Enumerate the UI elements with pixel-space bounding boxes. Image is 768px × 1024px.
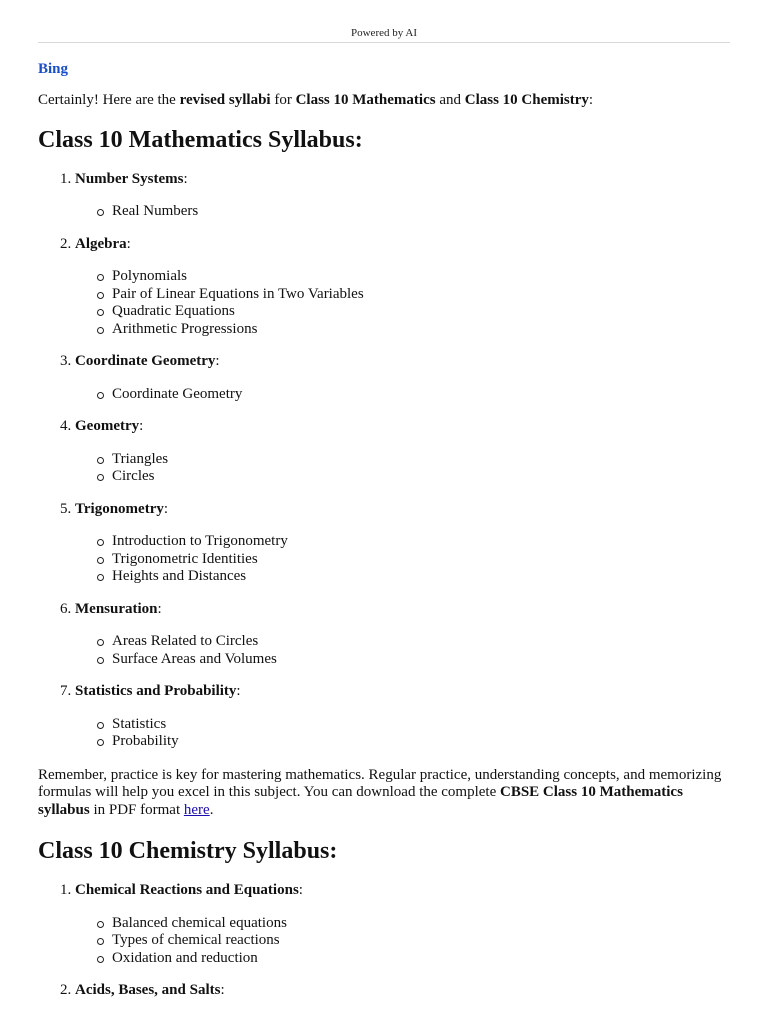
topic-item: [112, 533, 730, 551]
topic-item: [112, 950, 730, 968]
topic-list: [75, 915, 730, 968]
syllabus-unit: 1. Number Systems: Real Numbers: [75, 171, 730, 221]
circle-bullet-icon: [97, 327, 104, 334]
header-divider: [38, 42, 730, 43]
unit-name: Algebra: [75, 235, 127, 252]
topic-list: [75, 533, 730, 586]
circle-bullet-icon: [97, 722, 104, 729]
topic-item: [112, 568, 730, 586]
unit-name: Acids, Bases, and Salts: [75, 982, 221, 998]
topic-item: [112, 303, 730, 321]
unit-name: Coordinate Geometry: [75, 353, 216, 369]
circle-bullet-icon: [97, 739, 104, 746]
syllabus-pdf-link[interactable]: here: [183, 801, 210, 818]
unit-name: Chemical Reactions and Equations: [75, 882, 299, 898]
topic-item: [112, 733, 730, 751]
circle-bullet-icon: [97, 574, 104, 581]
topic-list: [75, 633, 730, 668]
circle-bullet-icon: [97, 956, 104, 963]
circle-bullet-icon: [97, 309, 104, 316]
topic-item: [112, 651, 730, 669]
syllabus-unit: 1. Chemical Reactions and Equations: Balanced chemical equations Types of chemical reactions Oxidation and reduction: [75, 882, 730, 967]
topic-label: Heights and Distances: [112, 568, 247, 584]
topic-item: [112, 268, 730, 286]
powered-by-label: Powered by AI: [351, 27, 417, 39]
topic-label: Surface Areas and Volumes: [112, 650, 277, 667]
topic-label: Oxidation and reduction: [112, 949, 258, 966]
syllabus-unit: 3. Coordinate Geometry: Coordinate Geometry: [75, 353, 730, 403]
unit-name: Geometry: [75, 418, 140, 434]
circle-bullet-icon: [97, 392, 104, 399]
topic-list: [75, 203, 730, 221]
circle-bullet-icon: [97, 274, 104, 281]
circle-bullet-icon: [97, 639, 104, 646]
unit-name: Statistics and Probability: [75, 683, 237, 699]
topic-item: [112, 386, 730, 404]
topic-item: [112, 203, 730, 221]
topic-label: Balanced chemical equations: [112, 914, 287, 931]
syllabus-unit: 6. Mensuration: Areas Related to Circles Surface Areas and Volumes: [75, 601, 730, 669]
topic-label: Trigonometric Identities: [112, 550, 258, 567]
unit-name: Number Systems: [75, 170, 184, 187]
topic-label: Real Numbers: [112, 203, 199, 219]
circle-bullet-icon: [97, 539, 104, 546]
circle-bullet-icon: [97, 657, 104, 664]
syllabus-unit: 4. Geometry: Triangles Circles: [75, 418, 730, 486]
topic-label: Polynomials: [112, 268, 188, 284]
chemistry-syllabus-heading: Class 10 Chemistry Syllabus:: [38, 838, 338, 864]
unit-name: Trigonometry: [75, 500, 164, 517]
topic-list: [75, 716, 730, 751]
topic-label: Pair of Linear Equations in Two Variables: [112, 285, 364, 302]
topic-item: [112, 915, 730, 933]
topic-label: Introduction to Trigonometry: [112, 533, 288, 549]
topic-item: [112, 286, 730, 304]
circle-bullet-icon: [97, 209, 104, 216]
topic-item: [112, 451, 730, 469]
topic-label: Types of chemical reactions: [112, 932, 280, 948]
topic-label: Triangles: [112, 450, 169, 467]
topic-label: Coordinate Geometry: [112, 385, 243, 402]
topic-label: Arithmetic Progressions: [112, 320, 258, 337]
circle-bullet-icon: [97, 292, 104, 299]
intro-paragraph: Certainly! Here are the revised syllabi for Class 10 Mathematics and Class 10 Chemistry:: [38, 92, 594, 108]
syllabus-unit: 2. Acids, Bases, and Salts:: [75, 982, 730, 1000]
math-syllabus-heading: Class 10 Mathematics Syllabus:: [38, 126, 363, 153]
chemistry-unit-list: [38, 882, 730, 1000]
math-note-paragraph: Remember, practice is key for mastering mathematics. Regular practice, understanding concepts, and memorizing formulas will help you excel in this subject. You can download the complete CBSE Class 10 Mathematics syllabus in PDF format here.: [38, 766, 722, 818]
topic-item: [112, 551, 730, 569]
circle-bullet-icon: [97, 457, 104, 464]
topic-item: [112, 932, 730, 950]
topic-item: [112, 321, 730, 339]
topic-label: Quadratic Equations: [112, 303, 235, 319]
syllabus-unit: 5. Trigonometry: Introduction to Trigonometry Trigonometric Identities Heights and Distances: [75, 501, 730, 586]
topic-label: Statistics: [112, 715, 167, 732]
circle-bullet-icon: [97, 921, 104, 928]
source-label: Bing: [38, 61, 69, 77]
topic-item: [112, 468, 730, 486]
topic-list: [75, 268, 730, 338]
topic-label: Circles: [112, 468, 155, 484]
math-unit-list: [38, 171, 730, 751]
syllabus-unit: 7. Statistics and Probability: Statistics Probability: [75, 683, 730, 751]
topic-list: [75, 386, 730, 404]
topic-label: Areas Related to Circles: [112, 633, 259, 649]
syllabus-unit: 2. Algebra: Polynomials Pair of Linear Equations in Two Variables Quadratic Equations Arithmetic Progressions: [75, 236, 730, 339]
page: [38, 0, 730, 1000]
circle-bullet-icon: [97, 557, 104, 564]
topic-label: Probability: [112, 733, 179, 749]
circle-bullet-icon: [97, 938, 104, 945]
topic-list: [75, 451, 730, 486]
topic-item: [112, 633, 730, 651]
unit-name: Mensuration: [75, 600, 158, 617]
topic-item: [112, 716, 730, 734]
circle-bullet-icon: [97, 474, 104, 481]
